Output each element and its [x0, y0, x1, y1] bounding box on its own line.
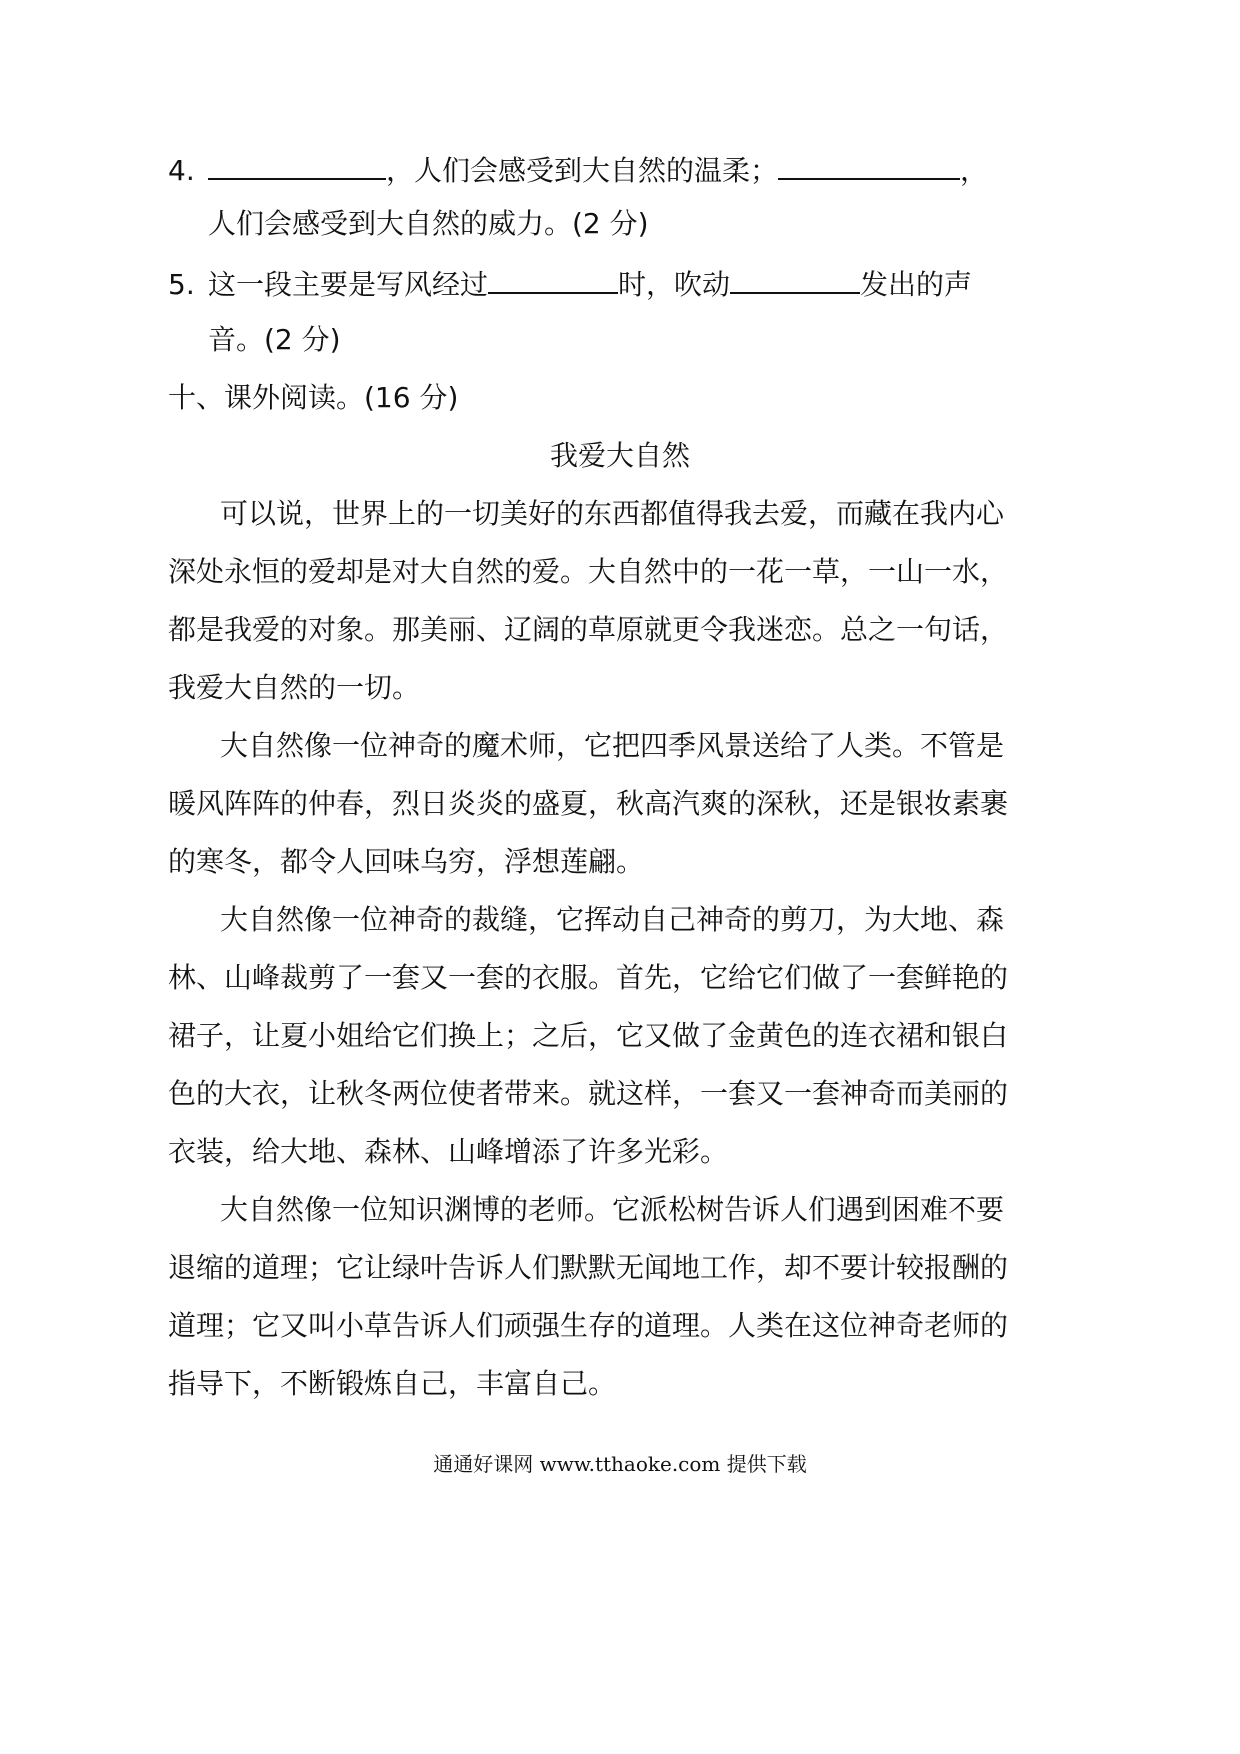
- passage-line: 我爱大自然的一切。: [168, 671, 421, 704]
- passage-line: 退缩的道理；它让绿叶告诉人们默默无闻地工作，却不要计较报酬的: [168, 1251, 1009, 1284]
- question-number: 4.: [168, 154, 195, 187]
- passage-line: 大自然像一位知识渊博的老师。它派松树告诉人们遇到困难不要: [220, 1193, 1005, 1226]
- passage-line: 暖风阵阵的仲春，烈日炎炎的盛夏，秋高汽爽的深秋，还是银妆素裹: [168, 787, 1009, 820]
- question-number: 5.: [168, 268, 195, 301]
- question-5-line-1: [168, 262, 972, 305]
- passage-line: 衣装，给大地、森林、山峰增添了许多光彩。: [168, 1135, 729, 1168]
- answer-blank[interactable]: [730, 262, 860, 294]
- passage-line: 指导下，不断锻炼自己，丰富自己。: [168, 1367, 617, 1400]
- answer-blank[interactable]: [488, 262, 618, 294]
- question-text: 这一段主要是写风经过: [208, 268, 489, 301]
- passage-line: 大自然像一位神奇的魔术师，它把四季风景送给了人类。不管是: [220, 729, 1005, 762]
- passage-line: 大自然像一位神奇的裁缝，它挥动自己神奇的剪刀，为大地、森: [220, 903, 1005, 936]
- page-footer: 通通好课网 www.tthaoke.com 提供下载: [433, 1452, 807, 1476]
- question-4-line-1: [168, 148, 988, 191]
- question-4-line-2: 人们会感受到大自然的威力。(2 分): [208, 207, 649, 240]
- question-5-line-2: 音。(2 分): [208, 323, 341, 356]
- question-text: ，: [960, 154, 989, 187]
- passage-line: 林、山峰裁剪了一套又一套的衣服。首先，它给它们做了一套鲜艳的: [168, 961, 1009, 994]
- passage-line: 色的大衣，让秋冬两位使者带来。就这样，一套又一套神奇而美丽的: [168, 1077, 1009, 1110]
- question-text: 时，吹动: [618, 268, 731, 301]
- passage-line: 的寒冬，都令人回味乌穷，浮想莲翩。: [168, 845, 645, 878]
- answer-blank[interactable]: [208, 148, 386, 180]
- passage-line: 裙子，让夏小姐给它们换上；之后，它又做了金黄色的连衣裙和银白: [168, 1019, 1009, 1052]
- passage-line: 可以说，世界上的一切美好的东西都值得我去爱，而藏在我内心: [220, 497, 1005, 530]
- question-text: 发出的声: [860, 268, 973, 301]
- passage-title: 我爱大自然: [549, 439, 690, 472]
- section-heading: 十、课外阅读。(16 分): [168, 381, 459, 414]
- answer-blank[interactable]: [778, 148, 960, 180]
- passage-line: 都是我爱的对象。那美丽、辽阔的草原就更令我迷恋。总之一句话，: [168, 613, 1009, 646]
- passage-line: 深处永恒的爱却是对大自然的爱。大自然中的一花一草，一山一水，: [168, 555, 1009, 588]
- question-text: ，人们会感受到大自然的温柔；: [386, 154, 779, 187]
- passage-line: 道理；它又叫小草告诉人们顽强生存的道理。人类在这位神奇老师的: [168, 1309, 1009, 1342]
